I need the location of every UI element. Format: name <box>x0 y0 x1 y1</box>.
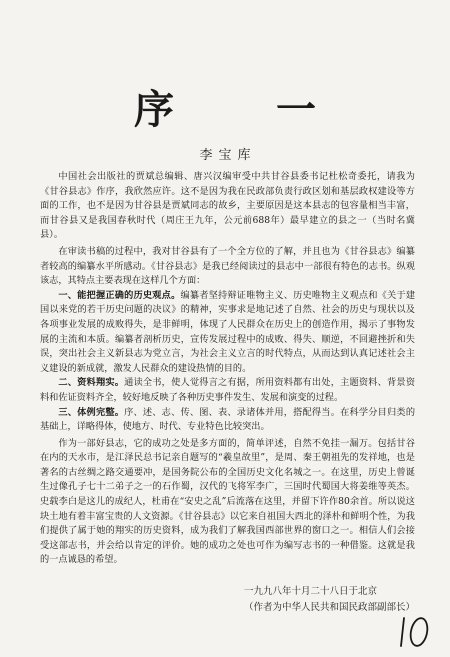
author-name: 李宝库 <box>199 148 257 163</box>
paragraph-4-text: 通读全书，使人觉得言之有据，所用资料都有出处，主题资料、背景资料和佐证资料齐全，较好地反映了各种历史事件发生、发展和演变的过程。 <box>40 377 416 403</box>
paragraph-6 <box>40 437 415 568</box>
paragraph-1-text: 中国社会出版社的贾斌总编辑、唐兴汉编审受中共甘谷县委书记杜松奇委托，请我为《甘谷县志》作序，我欣然应许。这不是因为我在民政部负责行政区划和基层政权建设等方面的工作，也不是因为甘谷县是贾斌同志的故乡，主要原因是这本县志的包容量相当丰富，而甘谷县又是我国春秋时代（周庄王九年，公元前688年）最早建立的县之一（当时名冀县）。 <box>40 171 415 241</box>
author-note: （作者为中华人民共和国民政部副部长） <box>243 602 415 613</box>
paragraph-1 <box>40 170 415 243</box>
paragraph-5 <box>40 406 415 435</box>
page-title: 序 一 <box>134 86 360 133</box>
paragraph-2-text: 在审读书稿的过程中，我对甘谷县有了一个全方位的了解，并且也为《甘谷县志》编纂者较高的编纂水平所感动。《甘谷县志》是我已经阅读过的县志中一部很有特色的志书。纵观该志，其特点主要表现在这样几个方面： <box>40 245 415 287</box>
paragraph-3-heading: 一、能把握正确的历史观点。 <box>58 289 181 301</box>
paragraph-6-text: 作为一部好县志，它的成功之处是多方面的，简单评述，自然不免挂一漏万。包括甘谷在内的天水市，是江泽民总书记亲自题写的“羲皇故里”，是周、秦王朝祖先的发祥地，也是著名的古丝绸之路交通要冲，是国务院公布的全国历史文化名城之一。在这里，历史上曾诞生过像孔子七十二弟子之一的石作蜀，汉代的飞将军李广，三国时代蜀国大将姜维等英杰。史载李白是这儿的成纪人，杜甫在“安史之乱”后流落在这里，并留下许作80余首。所以说这块土地有着丰富宝贵的人文资源。《甘谷县志》以它来自祖国大西北的泽朴和鲜明个性，为我们提供了属于她的翔实的历史资料，成为我们了解我国西部世界的窗口之一。相信人们会接受这部志书，并会给以肯定的评价。她的成功之处也可作为编写志书的一种借鉴。这就是我的一点诚恳的希望。 <box>40 437 415 566</box>
handwritten-page-number <box>395 612 435 652</box>
paragraph-3-text: 编纂者坚持辩证唯物主义、历史唯物主义观点和《关于建国以来党的若干历史问题的决议》的精神，实事求是地记述了自然、社会的历史与现状以及各项事业发展的成败得失，是非鲜明，体现了人民群众在历史上的创造作用，揭示了事物发展的主流和本质。编纂者剖析历史，宣传发展过程中的成败、得失、顺逆，不回避挫折和失误，突出社会主义新县志为党立言，为社会主义立言的时代特点，从而达到认真记述社会主义建设的新成就，激发人民群众的建设热情的目的。 <box>40 289 416 374</box>
paragraph-4-heading: 二、资料翔实。 <box>58 377 125 389</box>
signature-date: 一九九八年十月二十八日于北京 <box>243 586 377 597</box>
paragraph-4 <box>40 376 415 405</box>
signature-block <box>40 584 415 616</box>
paragraph-2 <box>40 245 415 289</box>
paragraph-5-heading: 三、体例完整。 <box>58 406 125 418</box>
paragraph-3 <box>40 289 415 377</box>
body-text <box>40 170 415 568</box>
paragraph-5-text: 序、述、志、传、图、表、录诸体并用，搭配得当。在科学分目归类的基础上，详略得体，使地方、时代、专业特色比较突出。 <box>40 406 416 433</box>
